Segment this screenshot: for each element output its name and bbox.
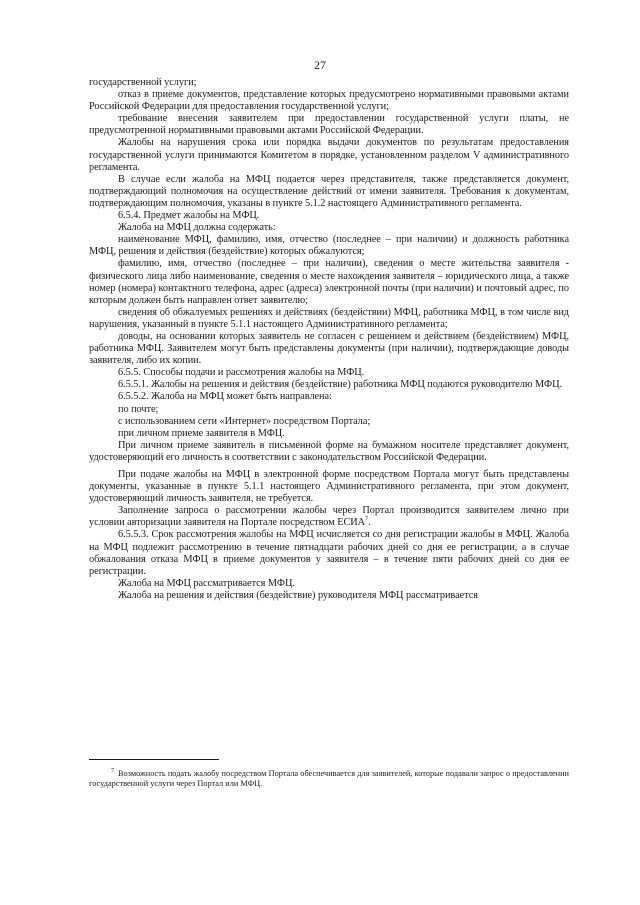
- paragraph-text: Заполнение запроса о рассмотрении жалобы через Портал производится заявителем лично при условии авторизации заявителя на Портале посредством ЕСИА: [89, 505, 569, 529]
- paragraph: В случае если жалоба на МФЦ подается через представителя, также представляется документ, подтверждающий полномочия на осуществление действий от имени заявителя. Требования к документам, подтверждающим полномочия, указаны в пункте 5.1.2 настоящего Административного регламента.: [89, 173, 569, 209]
- paragraph: наименование МФЦ, фамилию, имя, отчество (последнее – при наличии) и должность работника МФЦ, решения и действия (бездействие) которых обжалуются;: [89, 234, 569, 258]
- paragraph: При подаче жалобы на МФЦ в электронной форме посредством Портала могут быть представлены документы, указанные в пункте 5.1.1 настоящего Административного регламента, при этом документ, удостоверяющий личность заявителя, не требуется.: [89, 469, 569, 505]
- paragraph: Жалобы на нарушения срока или порядка выдачи документов по результатам предоставления государственной услуги принимаются Комитетом в порядке, установленном разделом V административного регламента.: [89, 137, 569, 173]
- document-body: [89, 77, 569, 602]
- paragraph: [89, 505, 569, 529]
- paragraph: Жалоба на МФЦ должна содержать:: [118, 222, 276, 234]
- paragraph: 6.5.5.1. Жалобы на решения и действия (бездействие) работника МФЦ подаются руководителю МФЦ.: [118, 379, 563, 391]
- paragraph-end: .: [368, 517, 371, 529]
- paragraph: доводы, на основании которых заявитель не согласен с решением и действием (бездействием) МФЦ, работника МФЦ. Заявителем могут быть представлены документы (при наличии), подтверждающие доводы заявителя, либо их копии.: [89, 330, 569, 367]
- paragraph: фамилию, имя, отчество (последнее – при наличии), сведения о месте жительства заявителя - физического лица либо наименование, сведения о месте нахождения заявителя – юридического лица, а также номер (номера) контактного телефона, адрес (адреса) электронной почты (при наличии) и почтовый адрес, по которым должен быть направлен ответ заявителю;: [89, 258, 569, 306]
- paragraph: требование внесения заявителем при предоставлении государственной услуги платы, не предусмотренной нормативными правовыми актами Российской Федерации.: [89, 113, 569, 137]
- list-item: при личном приеме заявителя в МФЦ.: [118, 427, 285, 439]
- section-heading: 6.5.5. Способы подачи и рассмотрения жалобы на МФЦ.: [118, 367, 365, 379]
- page-number: 27: [314, 58, 326, 72]
- paragraph: отказ в приеме документов, представление которых предусмотрено нормативными правовыми актами Российской Федерации для предоставления государственной услуги;: [89, 89, 569, 113]
- footnote-reference: 7: [365, 515, 369, 523]
- list-item: по почте;: [118, 403, 159, 415]
- paragraph: Жалоба на МФЦ рассматривается МФЦ.: [118, 577, 295, 589]
- footnote-divider: [89, 759, 219, 760]
- paragraph: 6.5.5.3. Срок рассмотрения жалобы на МФЦ исчисляется со дня регистрации жалобы в МФЦ. Жалоба на МФЦ подлежит рассмотрению в течение пятнадцати рабочих дней со дня ее регистрации, а в случае обжалования отказа МФЦ в приеме документов у заявителя – в течение пяти рабочих дней со дня ее регистрации.: [89, 529, 569, 577]
- paragraph: 6.5.5.2. Жалоба на МФЦ может быть направлена:: [118, 391, 332, 403]
- paragraph: Жалоба на решения и действия (бездействие) руководителя МФЦ рассматривается: [118, 589, 478, 601]
- footnote-text: Возможность подать жалобу посредством Портала обеспечивается для заявителей, которые подавали запрос о предоставлении государственной услуги через Портал или МФЦ.: [89, 768, 569, 789]
- footnote-mark: 7: [111, 768, 114, 774]
- section-heading: 6.5.4. Предмет жалобы на МФЦ.: [118, 210, 260, 222]
- paragraph: сведения об обжалуемых решениях и действиях (бездействии) МФЦ, работника МФЦ, в том числе вид нарушения, указанный в пункте 5.1.1 настоящего Административного регламента;: [89, 306, 569, 330]
- footnote: [89, 766, 569, 790]
- list-item: с использованием сети «Интернет» посредством Портала;: [118, 415, 371, 427]
- paragraph: государственной услуги;: [89, 77, 197, 88]
- paragraph: При личном приеме заявитель в письменной форме на бумажном носителе представляет документ, удостоверяющий его личность в соответствии с законодательством Российской Федерации.: [89, 439, 569, 463]
